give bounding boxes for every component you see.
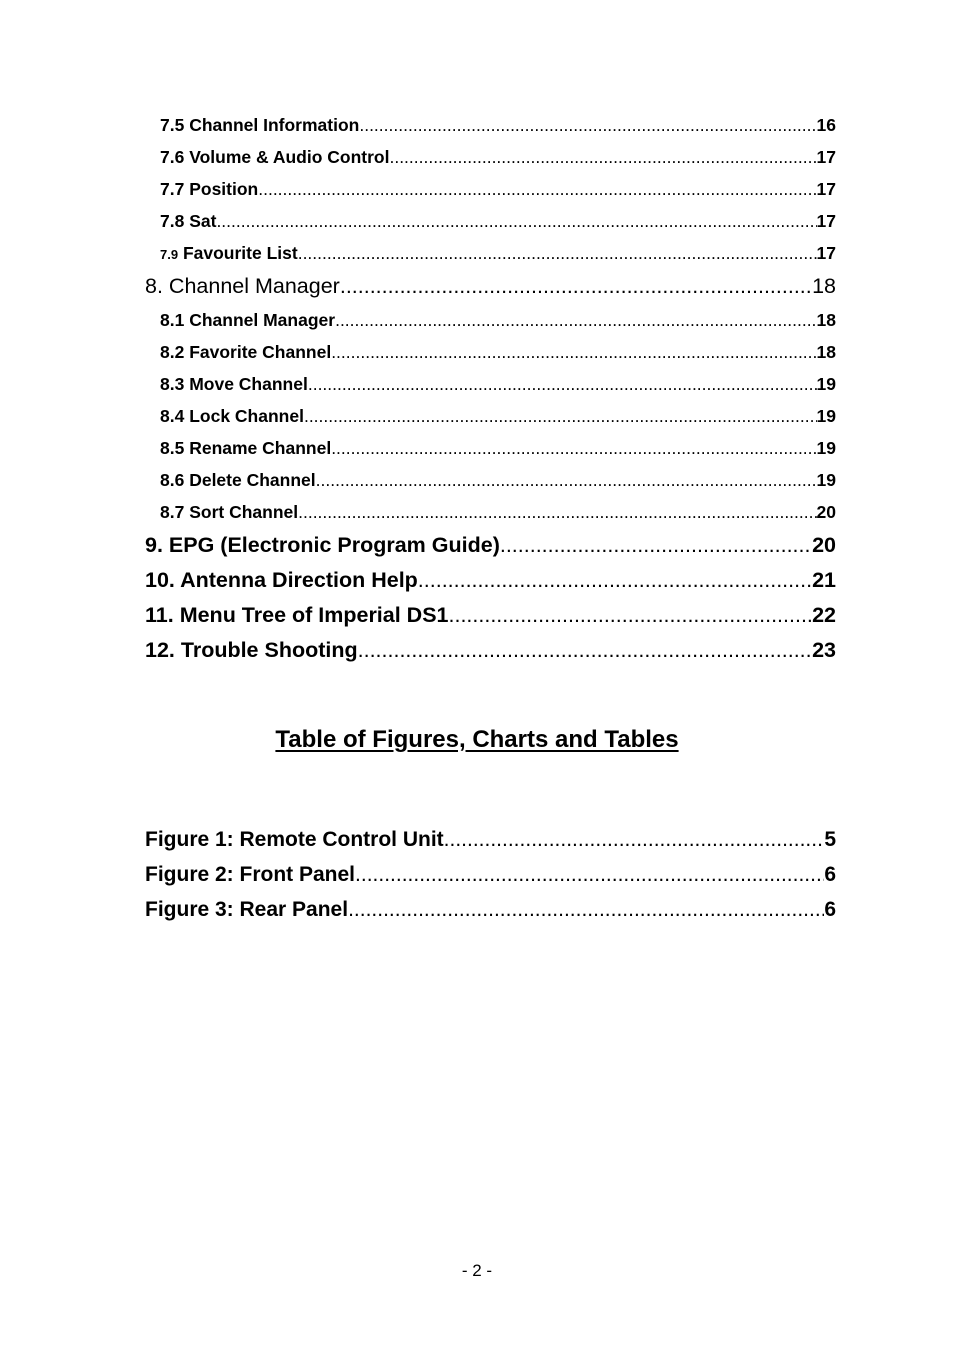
toc-entry-8-5[interactable]: [160, 432, 836, 464]
figure-entry-title: Figure 1: Remote Control Unit: [145, 828, 444, 851]
figure-entry-3[interactable]: [145, 892, 836, 927]
toc-entry-page: 23: [812, 638, 836, 662]
dot-leader: [298, 496, 816, 528]
dot-leader: [216, 205, 816, 237]
toc-entry-number: 11.: [145, 603, 174, 627]
toc-entry-number: 8.4: [160, 406, 185, 426]
figure-entry-page: 6: [824, 898, 836, 921]
dot-leader: [418, 563, 812, 598]
toc-entry-title: EPG (Electronic Program Guide): [168, 533, 500, 557]
toc-entry-page: 18: [812, 274, 836, 298]
toc-entry-title: Favourite List: [182, 243, 298, 263]
dot-leader: [359, 109, 816, 141]
dot-leader: [340, 269, 812, 304]
table-of-figures: [145, 822, 836, 927]
toc-entry-title: Delete Channel: [189, 470, 316, 490]
toc-entry-number: 12.: [145, 638, 175, 662]
dot-leader: [348, 892, 824, 927]
page-number: - 2 -: [461, 1261, 493, 1280]
toc-entry-11[interactable]: [145, 598, 836, 633]
toc-entry-page: 19: [816, 470, 836, 490]
toc-entry-number: 8.1: [160, 310, 185, 330]
toc-entry-8-6[interactable]: [160, 464, 836, 496]
toc-entry-title: Channel Manager: [189, 310, 336, 330]
figure-entry-1[interactable]: [145, 822, 836, 857]
toc-entry-page: 17: [816, 147, 836, 167]
toc-entry-8-2[interactable]: [160, 336, 836, 368]
dot-leader: [335, 304, 816, 336]
toc-entry-title: Move Channel: [189, 374, 308, 394]
dot-leader: [449, 598, 813, 633]
figure-entry-page: 5: [824, 828, 836, 851]
toc-entry-page: 22: [812, 603, 836, 627]
dot-leader: [358, 633, 812, 668]
dot-leader: [316, 464, 817, 496]
toc-entry-number: 10.: [145, 568, 175, 592]
figure-entry-2[interactable]: [145, 857, 836, 892]
toc-entry-title: Rename Channel: [189, 438, 332, 458]
toc-entry-number: 7.8: [160, 211, 185, 231]
toc-entry-title: Menu Tree of Imperial DS1: [179, 603, 449, 627]
toc-entry-title: Channel Information: [189, 115, 360, 135]
toc-entry-page: 20: [812, 533, 836, 557]
toc-entry-page: 17: [816, 243, 836, 263]
dot-leader: [355, 857, 824, 892]
toc-entry-number: 9.: [145, 533, 163, 557]
toc-entry-title: Sort Channel: [189, 502, 299, 522]
toc-entry-7-5[interactable]: [160, 109, 836, 141]
toc-entry-page: 19: [816, 438, 836, 458]
figure-entry-page: 6: [824, 863, 836, 886]
toc-entry-title: Channel Manager: [168, 274, 340, 298]
toc-entry-number: 8.7: [160, 502, 185, 522]
toc-entry-8[interactable]: [145, 269, 836, 304]
toc-entry-page: 18: [816, 310, 836, 330]
toc-entry-12[interactable]: [145, 633, 836, 668]
dot-leader: [444, 822, 825, 857]
figure-entry-title: Figure 3: Rear Panel: [145, 898, 349, 921]
dot-leader: [331, 432, 816, 464]
toc-entry-7-8[interactable]: [160, 205, 836, 237]
toc-entry-number: 7.9: [160, 247, 179, 262]
toc-entry-page: 19: [816, 374, 836, 394]
toc-entry-page: 18: [816, 342, 836, 362]
toc-entry-8-1[interactable]: [160, 304, 836, 336]
dot-leader: [331, 336, 816, 368]
table-of-contents: [145, 109, 836, 668]
toc-entry-title: Lock Channel: [189, 406, 304, 426]
toc-entry-title: Volume & Audio Control: [189, 147, 390, 167]
toc-entry-9[interactable]: [145, 528, 836, 563]
toc-entry-title: Antenna Direction Help: [180, 568, 418, 592]
dot-leader: [304, 400, 817, 432]
toc-entry-number: 8.3: [160, 374, 185, 394]
toc-entry-number: 7.6: [160, 147, 185, 167]
toc-entry-title: Favorite Channel: [189, 342, 332, 362]
toc-entry-number: 8.6: [160, 470, 185, 490]
toc-entry-page: 21: [812, 568, 836, 592]
toc-entry-8-3[interactable]: [160, 368, 836, 400]
toc-entry-number: 8.5: [160, 438, 185, 458]
dot-leader: [258, 173, 816, 205]
toc-entry-7-6[interactable]: [160, 141, 836, 173]
toc-entry-page: 17: [816, 179, 836, 199]
toc-entry-page: 16: [816, 115, 836, 135]
toc-entry-7-9[interactable]: [160, 237, 836, 269]
toc-entry-number: 7.7: [160, 179, 185, 199]
toc-entry-8-7[interactable]: [160, 496, 836, 528]
toc-entry-7-7[interactable]: [160, 173, 836, 205]
figures-heading: Table of Figures, Charts and Tables: [275, 726, 679, 753]
toc-entry-number: 8.2: [160, 342, 185, 362]
toc-entry-8-4[interactable]: [160, 400, 836, 432]
figure-entry-title: Figure 2: Front Panel: [145, 863, 356, 886]
toc-entry-title: Sat: [189, 211, 217, 231]
dot-leader: [308, 368, 817, 400]
toc-entry-page: 19: [816, 406, 836, 426]
toc-entry-title: Trouble Shooting: [180, 638, 358, 662]
dot-leader: [500, 528, 812, 563]
dot-leader: [298, 237, 817, 269]
toc-entry-page: 20: [816, 502, 836, 522]
dot-leader: [389, 141, 816, 173]
toc-entry-title: Position: [189, 179, 259, 199]
toc-entry-10[interactable]: [145, 563, 836, 598]
toc-entry-number: 7.5: [160, 115, 185, 135]
toc-entry-number: 8.: [145, 274, 163, 298]
toc-entry-page: 17: [816, 211, 836, 231]
